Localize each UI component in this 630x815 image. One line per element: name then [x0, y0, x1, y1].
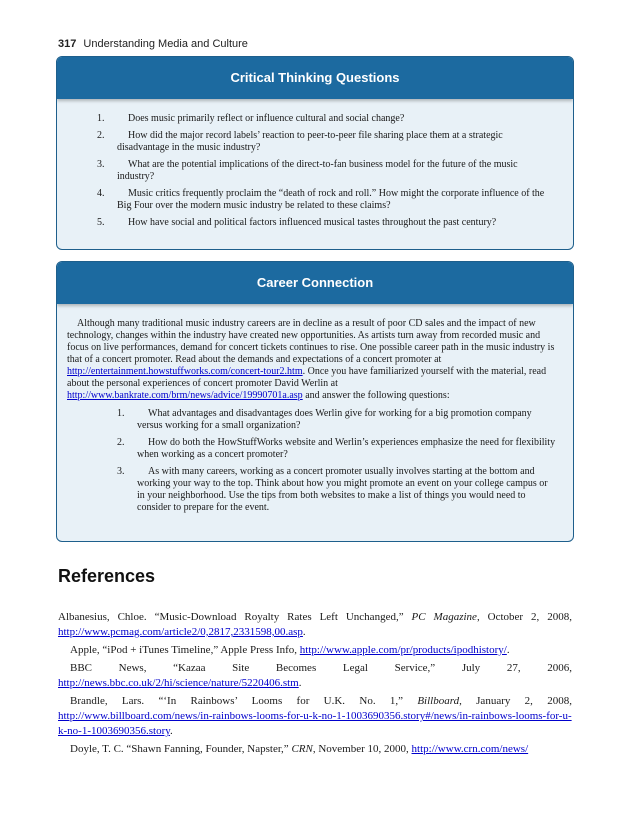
career-intro: Although many traditional music industry careers are in decline as a result of poor CD sales and the impact of new technology, changes within the industry have created new opportunities. As artists turn away from recorded music and focus on live performances, demand for concert tickets continues to rise. One possible career path in the music industry is that of a concert promoter. Read about the demands and expectations of a concert promoter at http://entertainment.howstuffworks.com/concert-tour2.htm. Once you have familiarized yourself with the material, read about the personal experiences of concert promoter David Werlin at http://www.bankrate.com/brm/news/advice/19990701a.asp and answer the following questions:: [67, 318, 555, 401]
career-connection-title: Career Connection: [57, 262, 573, 304]
reference-link[interactable]: http://news.bbc.co.uk/2/hi/science/nature/5220406.stm: [58, 677, 299, 689]
reference-item: Brandle, Lars. “‘In Rainbows’ Looms for U.K. No. 1,” Billboard, January 2, 2008, http://www.billboard.com/news/in-rainbows-looms-for-u-k-no-1-1003690356.story#/news/in-rainbows-looms-for-u-k-no-1-1003690356.story.: [58, 695, 572, 737]
list-item: 1. Does music primarily reflect or influence cultural and social change?: [97, 113, 405, 124]
critical-thinking-list: [97, 113, 553, 229]
reference-item: BBC News, “Kazaa Site Becomes Legal Service,” July 27, 2006, http://news.bbc.co.uk/2/hi/science/nature/5220406.stm.: [58, 662, 572, 689]
critical-thinking-box: [56, 56, 574, 250]
critical-thinking-title: Critical Thinking Questions: [57, 57, 573, 99]
references-list: [58, 610, 572, 760]
reference-link[interactable]: http://www.billboard.com/news/in-rainbows-looms-for-u-k-no-1-1003690356.story#/news/in-rainbows-looms-for-u-k-no-1-1003690356.story: [58, 710, 572, 737]
career-connection-box: [56, 261, 574, 542]
list-item: 3. As with many careers, working as a concert promoter usually involves starting at the bottom and working your way to the top. Think about how you might promote an event on your college campus or in your neighborhood. Use the tips from both websites to make a list of things you would need to consider to prepare for the event.: [117, 466, 548, 513]
bankrate-link[interactable]: http://www.bankrate.com/brm/news/advice/19990701a.asp: [67, 390, 303, 401]
list-item: 2. How did the major record labels’ reaction to peer-to-peer file sharing place them at a strategic disadvantage in the music industry?: [97, 130, 503, 153]
reference-link[interactable]: http://www.apple.com/pr/products/ipodhistory/: [299, 644, 507, 656]
page-number: 317: [58, 38, 77, 50]
reference-item: Albanesius, Chloe. “Music-Download Royalty Rates Left Unchanged,” PC Magazine, October 2, 2008, http://www.pcmag.com/article2/0,2817,2331598,00.asp.: [58, 611, 572, 638]
reference-item: Doyle, T. C. “Shawn Fanning, Founder, Napster,” CRN, November 10, 2000, http://www.crn.com/news/: [70, 743, 529, 755]
reference-item: Apple, “iPod + iTunes Timeline,” Apple Press Info, http://www.apple.com/pr/products/ipodhistory/.: [70, 644, 510, 656]
reference-link[interactable]: http://www.pcmag.com/article2/0,2817,2331598,00.asp: [58, 626, 303, 638]
running-head: [58, 38, 248, 50]
book-title: Understanding Media and Culture: [83, 38, 248, 50]
list-item: 5. How have social and political factors influenced musical tastes throughout the past century?: [97, 217, 497, 228]
references-heading: References: [58, 566, 156, 586]
list-item: 4. Music critics frequently proclaim the “death of rock and roll.” How might the corporate influence of the Big Four over the modern music industry be related to these claims?: [97, 188, 545, 211]
career-question-list: [117, 408, 557, 514]
reference-link[interactable]: http://www.crn.com/news/: [411, 743, 529, 755]
list-item: 2. How do both the HowStuffWorks website and Werlin’s experiences emphasize the need for flexibility when working as a concert promoter?: [117, 437, 556, 460]
howstuffworks-link[interactable]: http://entertainment.howstuffworks.com/concert-tour2.htm: [67, 366, 303, 377]
list-item: 1. What advantages and disadvantages does Werlin give for working for a big promotion company versus working for a small organization?: [117, 408, 532, 431]
list-item: 3. What are the potential implications of the direct-to-fan business model for the future of the music industry?: [97, 159, 518, 182]
